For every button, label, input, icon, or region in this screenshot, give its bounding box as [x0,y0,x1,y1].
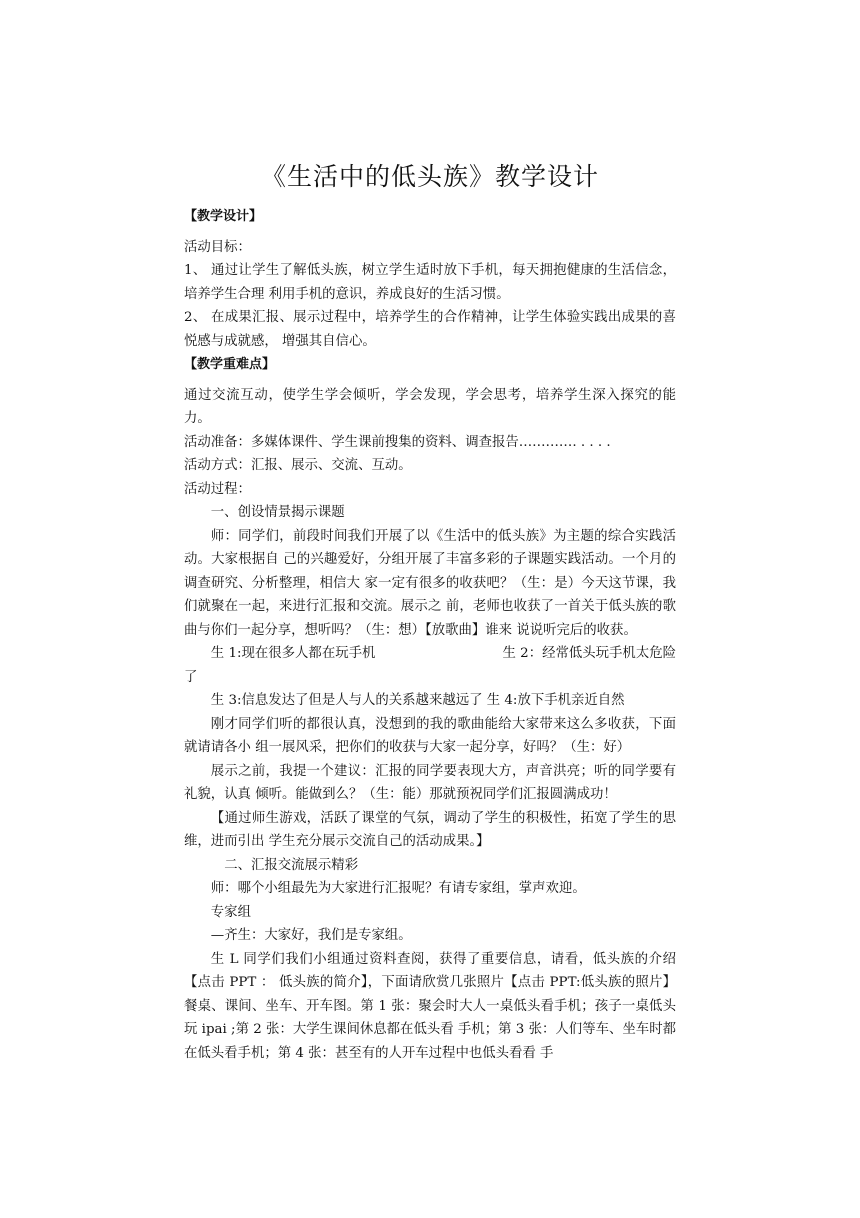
student-3-4-responses: 生 3:信息发达了但是人与人的关系越来越远了 生 4:放下手机亲近自然 [210,693,625,708]
part1-heading: 一、创设情景揭示课题 [210,505,345,520]
student-2-response: 生 2：经常低头玩手机太危险 [502,646,676,661]
student-responses-row [184,642,676,666]
section-heading-key-points: 【教学重难点】 [184,357,276,372]
document-title: 《生活中的低头族》教学设计 [260,162,599,191]
activity-method: 活动方式：汇报、展示、交流、互动。 [184,458,412,473]
objectives-label: 活动目标： [184,239,251,255]
objective-1: 1、 通过让学生了解低头族，树立学生适时放下手机，每天拥抱健康的生活信念，培养学生合理 利用手机的意识，养成良好的生活习惯。 [184,263,676,302]
part2-heading: 二、汇报交流展示精彩 [224,857,359,873]
part1-note: 【通过师生游戏，活跃了课堂的气氛，调动了学生的积极性，拓宽了学生的思维，进而引出 学生充分展示交流自己的活动成果。】 [184,810,676,849]
key-points-text: 通过交流互动，使学生学会倾听，学会发现，学会思考，培养学生深入探究的能力。 [184,387,676,426]
part2-paragraph-1: 师：哪个小组最先为大家进行汇报呢？有请专家组，掌声欢迎。 [210,881,586,896]
student-1-response: 生 1:现在很多人都在玩手机 [210,646,376,661]
section-heading-teaching-design: 【教学设计】 [184,209,263,224]
part1-paragraph-3: 展示之前，我提一个建议：汇报的同学要表现大方，声音洪亮；听的同学要有礼貌，认真 倾听。能做到么？（生：能）那就预祝同学们汇报圆满成功！ [184,763,676,802]
part1-paragraph-1: 师：同学们，前段时间我们开展了以《生活中的低头族》为主题的综合实践活动。大家根据自 己的兴趣爱好，分组开展了丰富多彩的子课题实践活动。一个月的调查研究、分析整理，相信大 家一定有很多的收获吧？（生：是）今天这节课，我们就聚在一起，来进行汇报和交流。展示之 前，老师也收获了一首关于低头族的歌曲与你们一起分享，想听吗？（生：想）【放歌曲】谁来 说说听完后的收获。 [184,528,676,638]
expert-group-label: 专家组 [210,904,251,920]
student-2-continuation: 了 [184,669,198,685]
document-body [184,205,676,1065]
part2-paragraph-2: 生 L 同学们我们小组通过资料查阅，获得了重要信息，请看，低头族的介绍【点击 PPT ： 低头族的简介】，下面请欣赏几张照片【点击 PPT:低头族的照片】餐桌、课间、坐车、开车图。第 1 张：聚会时大人一桌低头看手机；孩子一桌低头玩 ipai ;第 2 张：大学生课间休息都在低头看 手机；第 3 张：人们等车、坐车时都在低头看手机；第 4 张：甚至有的人开车过程中也低头看看 手 [184,951,676,1061]
all-students-line: —齐生：大家好，我们是专家组。 [210,928,412,943]
objective-2: 2、 在成果汇报、展示过程中，培养学生的合作精神，让学生体验实践出成果的喜悦感与成就感， 增强其自信心。 [184,310,676,349]
activity-process-label: 活动过程： [184,481,251,497]
part1-paragraph-2: 刚才同学们听的都很认真，没想到的我的歌曲能给大家带来这么多收获，下面就请请各小 组一展风采，把你们的收获与大家一起分享，好吗？（生：好） [184,716,676,755]
activity-preparation: 活动准备：多媒体课件、学生课前搜集的资料、调查报告…………. . . . . [184,434,611,450]
